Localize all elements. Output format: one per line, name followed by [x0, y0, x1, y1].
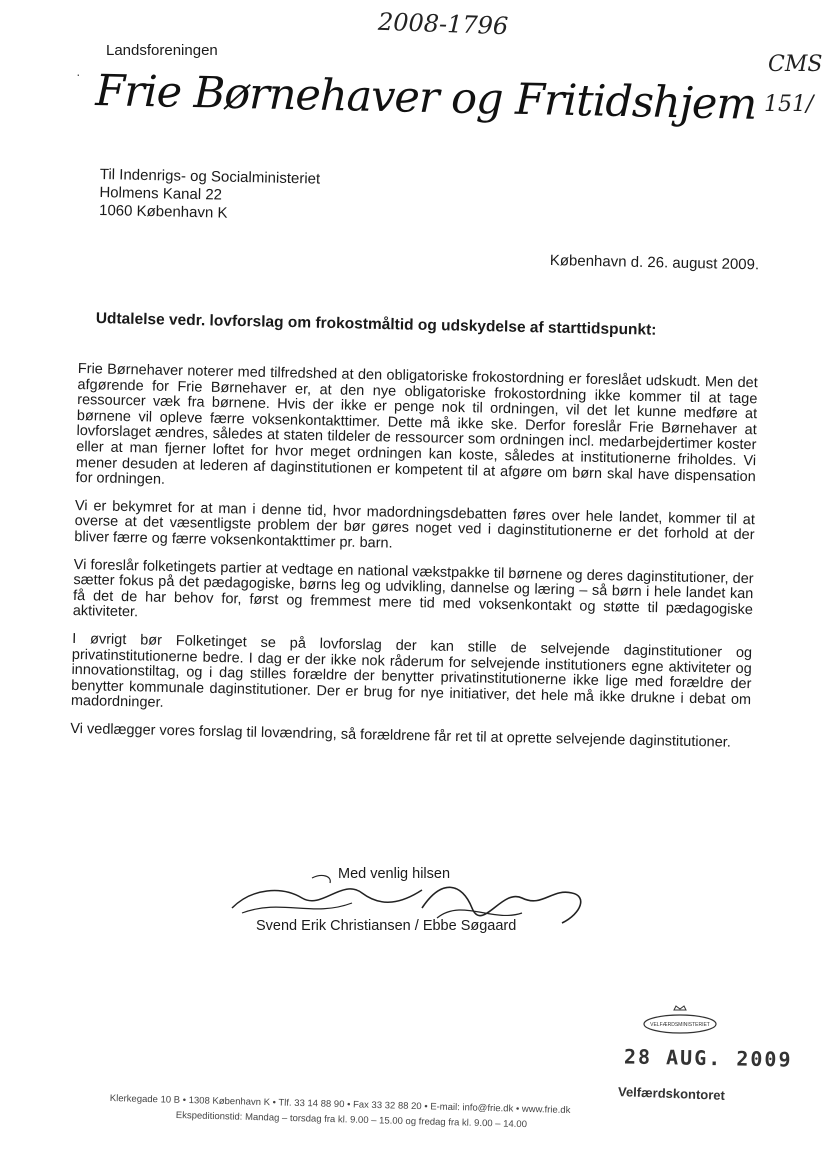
body-paragraph: Vi vedlægger vores forslag til lovændring, så forældrene får ret til at oprette selvejende daginstitutioner.: [70, 720, 731, 751]
body-paragraph: Vi er bekymret for at man i denne tid, hvor madordningsdebatten føres over hele landet, kommer til at overse at det væsentligste problem der bør gøres noget ved i daginstitutionerne er det forhold at der bliver færre og færre voksenkontakttimer pr. barn.: [74, 497, 756, 552]
letter-subject: Udtalelse vedr. lovforslag om frokostmåltid og udskydelse af starttidspunkt:: [95, 310, 657, 339]
body-paragraph: I øvrigt bør Folketinget se på lovforslag der kan stille de selvejende daginstitutioner og privatinstitutionerne bedre. I dag er der ikke nok råderum for selvejende institutioners egne aktiviteter og innovationstiltag, og i dag stilles forældre der benytter privatinstitutionerne ikke lige med forældre der benytter kommunale daginstitutioner. Der er brug for nye initiativer, det hele må ikke drukne i debat om madordninger.: [70, 630, 753, 712]
letterhead-prefix: Landsforeningen: [106, 42, 218, 59]
recipient-line: Til Indenrigs- og Socialministeriet: [99, 166, 321, 188]
letter-body: [70, 362, 758, 764]
received-date-stamp: 28 AUG. 2009: [623, 1044, 793, 1072]
ministry-stamp: [640, 1000, 720, 1045]
handwritten-margin-note: CMS: [768, 52, 823, 77]
recipient-line: 1060 København K: [98, 201, 228, 222]
scan-mark: ·: [76, 66, 81, 82]
crown-stamp-icon: [640, 1000, 720, 1040]
stamp-oval-text: VELFÆRDSMINISTERIET: [650, 1022, 710, 1028]
footer-hours: Ekspeditionstid: Mandag – torsdag fra kl. 9.00 – 15.00 og fredag fra kl. 9.00 – 14.00: [175, 1110, 528, 1131]
body-paragraph: Frie Børnehaver noterer med tilfredshed at den obligatoriske frokostordning er foreslået udskudt. Men det afgørende for Frie Børnehaver er, at den nye obligatoriske frokostordning ikke kommer til at tage ressourcer væk fra børnene. Hvis der ikke er penge nok til ordningen, vil det let kunne medføre at børnene vil opleve færre voksenkontakttimer. Dette må ikke ske. Derfor foreslår Frie Børnehaver at lovforslaget ændres, således at staten tildeler de ressourcer som ordningen incl. medarbejdertimer koster eller at man fjerner loftet for hvor meget ordningen kan koste, således at institutionerne friholdes. Vi mener desuden at lederen af daginstitutionen er kompetent til at afgøre om børn skal have dispensation for ordningen.: [75, 361, 758, 489]
body-paragraph: Vi foreslår folketingets partier at vedtage en national vækstpakke til børnene og deres daginstitutioner, der sætter fokus på det pædagogiske, børns leg og udvikling, dannelse og læring – så børn i hele landet kan få det de har behov for, først og fremmest mere tid med voksenkontakt og støtte til pædagogiske aktiviteter.: [72, 556, 754, 621]
handwritten-margin-note: 151/: [764, 92, 814, 117]
letterhead-logo: Frie Børnehaver og Fritidshjem: [94, 66, 757, 130]
letter-date: København d. 26. august 2009.: [549, 252, 760, 274]
signers-names: Svend Erik Christiansen / Ebbe Søgaard: [256, 918, 517, 934]
closing-greeting: Med venlig hilsen: [338, 866, 451, 882]
handwritten-case-number: 2008-1796: [377, 7, 509, 41]
recipient-line: Holmens Kanal 22: [99, 183, 223, 204]
office-stamp: Velfærdskontoret: [617, 1084, 726, 1103]
recipient-address: [99, 166, 320, 225]
footer-contact: Klerkegade 10 B • 1308 København K • Tlf. 33 14 88 90 • Fax 33 32 88 20 • E-mail: info@frie.dk • www.frie.dk: [109, 1093, 571, 1117]
